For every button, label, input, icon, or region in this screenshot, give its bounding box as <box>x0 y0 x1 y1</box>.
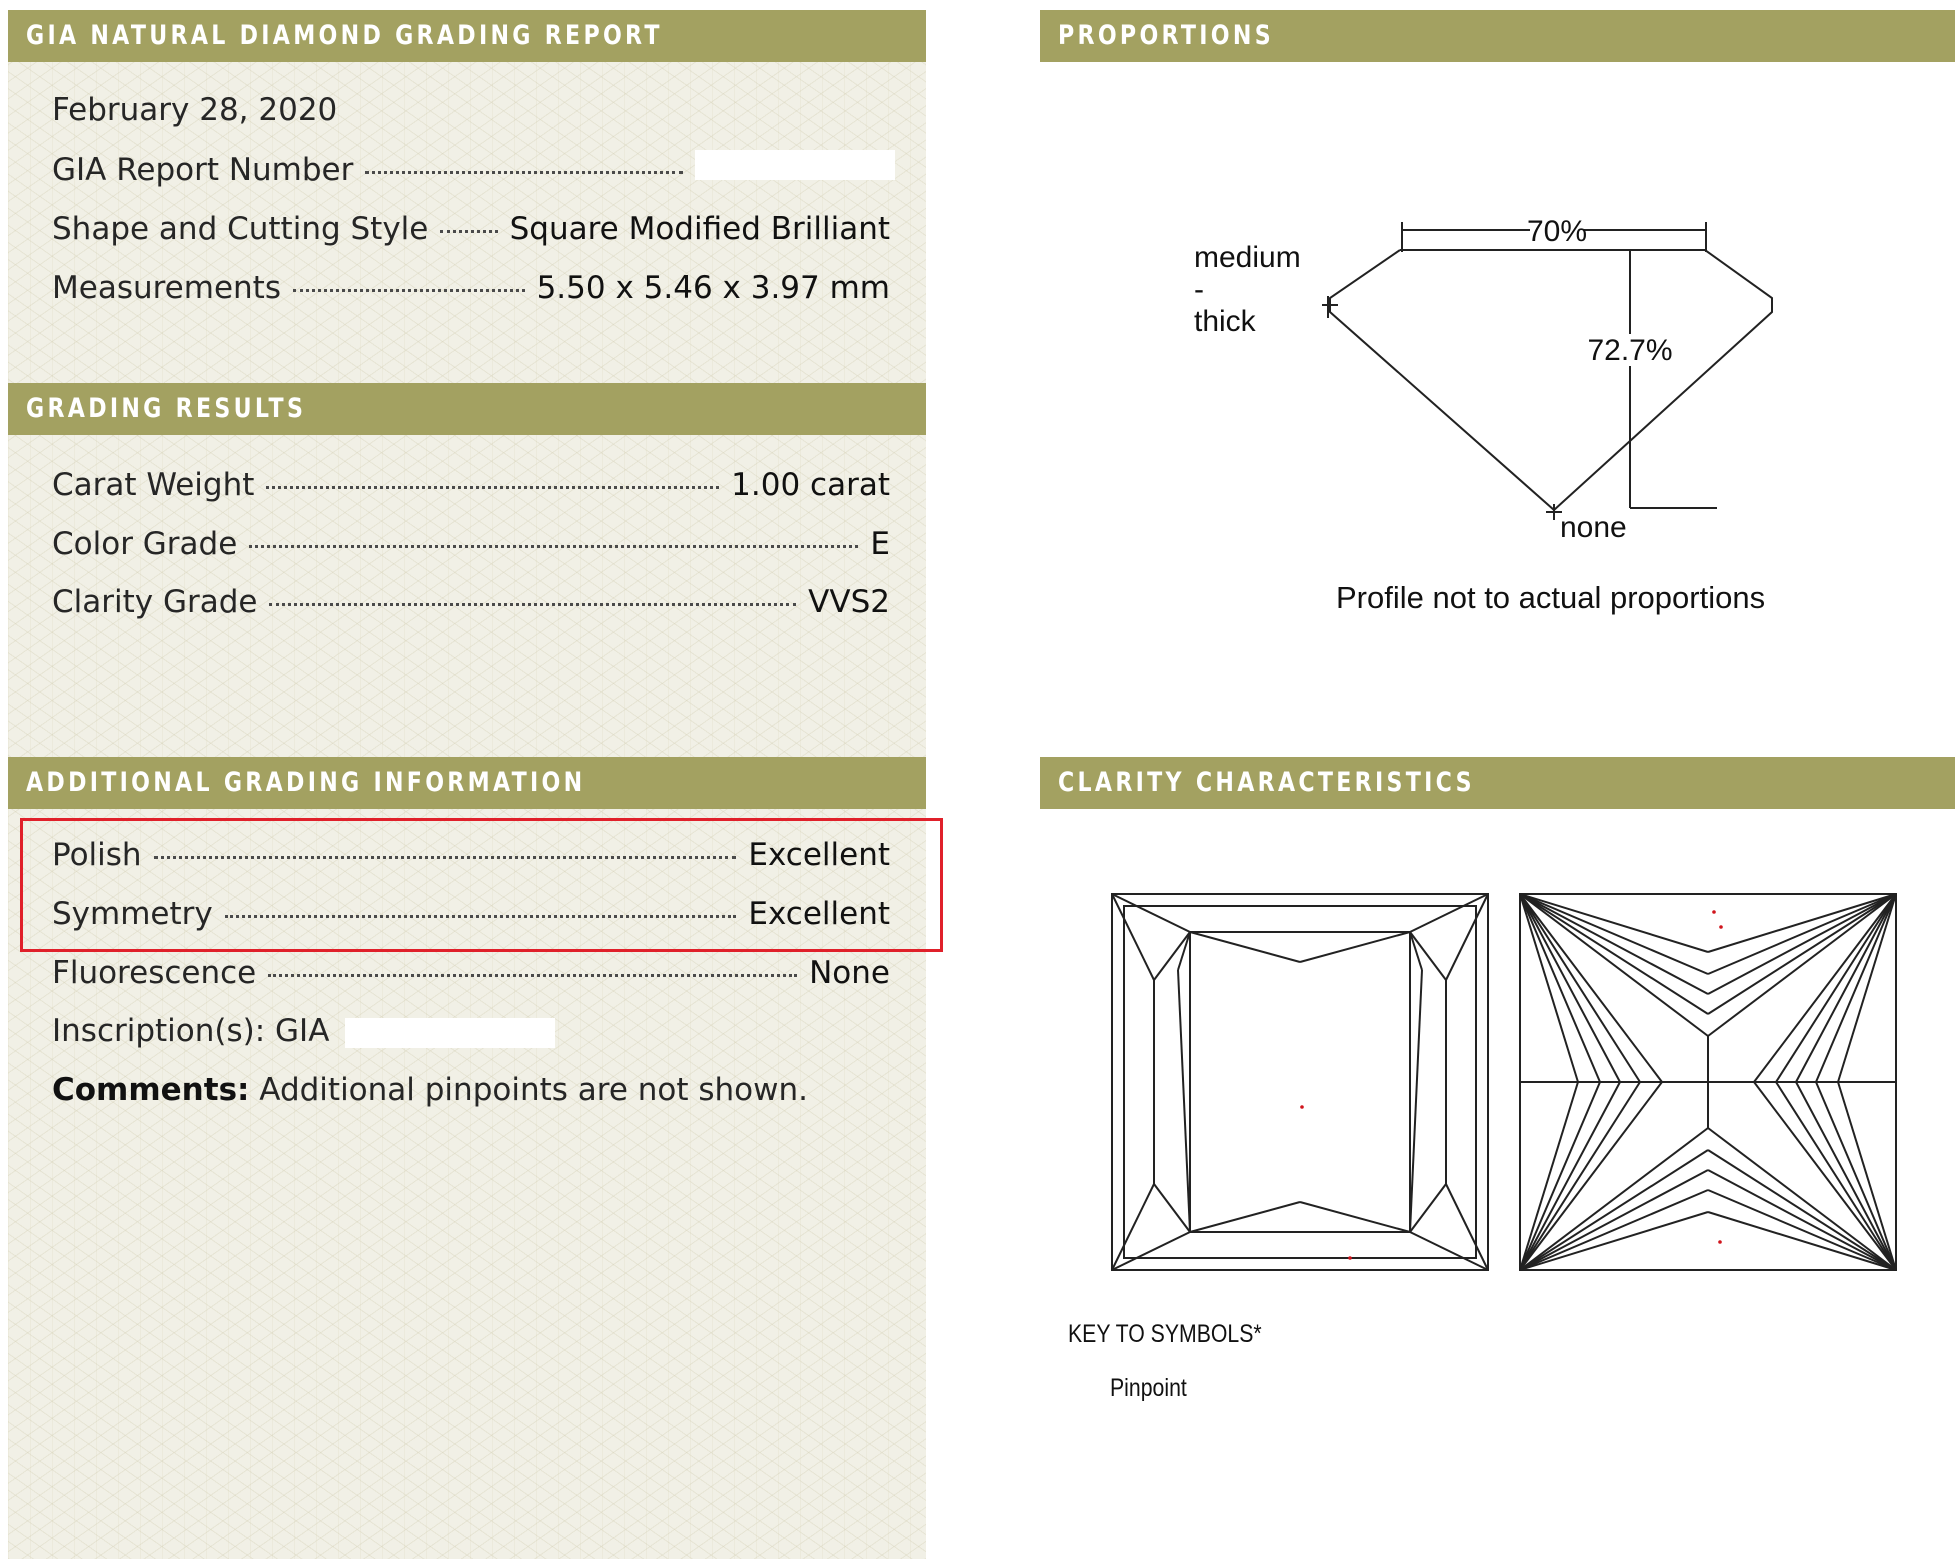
diamond-profile <box>1330 250 1772 510</box>
girdle-bottom: thick <box>1194 305 1256 338</box>
shape-label: Shape and Cutting Style <box>52 211 429 247</box>
inscription-label: Inscription(s): GIA <box>52 1013 330 1049</box>
redacted-inscription <box>345 1018 555 1048</box>
clarity-band <box>1040 757 1955 809</box>
polish-label: Polish <box>52 837 142 873</box>
key-item-pinpoint: Pinpoint <box>1110 1374 1187 1402</box>
proportions-diagram <box>1180 210 1800 560</box>
crown-table <box>1190 932 1410 1232</box>
dot-leader <box>269 603 796 606</box>
symmetry-value: Excellent <box>748 896 890 932</box>
dot-leader <box>268 974 797 977</box>
report-date: February 28, 2020 <box>52 92 338 128</box>
dot-leader <box>293 289 525 292</box>
pavilion-plot <box>1516 890 1900 1274</box>
proportions-band <box>1040 10 1955 62</box>
pinpoint-symbol <box>1712 910 1716 914</box>
clarity-value: VVS2 <box>808 584 890 620</box>
measurements-value: 5.50 x 5.46 x 3.97 mm <box>536 270 890 306</box>
dot-leader <box>365 171 683 174</box>
pinpoint-symbol <box>1719 925 1723 929</box>
fluorescence-label: Fluorescence <box>52 955 257 991</box>
report-title: GIA NATURAL DIAMOND GRADING REPORT <box>26 20 663 51</box>
dot-leader <box>266 486 719 489</box>
clarity-row <box>52 584 890 620</box>
crown-outline <box>1112 894 1488 1270</box>
color-value: E <box>870 526 890 562</box>
report-title-band <box>8 10 926 62</box>
culet-label: none <box>1560 511 1627 544</box>
depth-percent: 72.7% <box>1587 334 1673 367</box>
clarity-title: CLARITY CHARACTERISTICS <box>1058 767 1475 798</box>
polish-value: Excellent <box>748 837 890 873</box>
grading-results-title: GRADING RESULTS <box>26 393 307 424</box>
redacted-report-number <box>695 150 895 180</box>
comments-line <box>52 1072 808 1108</box>
comments-label: Comments: <box>52 1072 250 1108</box>
crown-girdle <box>1124 906 1476 1258</box>
girdle-sep: - <box>1194 273 1204 306</box>
crown-spacer <box>1194 934 1406 1230</box>
measurements-label: Measurements <box>52 270 281 306</box>
carat-row <box>52 467 890 503</box>
color-label: Color Grade <box>52 526 238 562</box>
fluorescence-value: None <box>809 955 890 991</box>
highlight-box <box>20 818 943 952</box>
girdle-top: medium <box>1194 241 1301 274</box>
proportions-title: PROPORTIONS <box>1058 20 1274 51</box>
additional-info-title: ADDITIONAL GRADING INFORMATION <box>26 767 586 798</box>
pinpoint-symbol <box>1718 1240 1722 1244</box>
inscription-line <box>52 1013 555 1049</box>
additional-info-band <box>8 757 926 809</box>
shape-value: Square Modified Brilliant <box>509 211 890 247</box>
measurements-row <box>52 270 890 306</box>
shape-row <box>52 211 890 247</box>
clarity-label: Clarity Grade <box>52 584 258 620</box>
report-number-row <box>52 150 932 188</box>
pinpoint-symbol <box>1300 1105 1304 1109</box>
carat-value: 1.00 carat <box>731 467 890 503</box>
crown-plot <box>1108 890 1492 1274</box>
dot-leader <box>440 230 497 233</box>
table-percent: 70% <box>1526 215 1588 248</box>
carat-label: Carat Weight <box>52 467 255 503</box>
pinpoint-symbol <box>1348 1256 1352 1260</box>
symmetry-label: Symmetry <box>52 896 213 932</box>
dot-leader <box>249 545 858 548</box>
fluorescence-row <box>52 955 890 991</box>
comments-value: Additional pinpoints are not shown. <box>259 1072 808 1108</box>
key-title: KEY TO SYMBOLS* <box>1068 1320 1262 1348</box>
report-number-label: GIA Report Number <box>52 152 354 188</box>
grading-results-band <box>8 383 926 435</box>
color-row <box>52 526 890 562</box>
proportions-note: Profile not to actual proportions <box>1336 580 1766 615</box>
